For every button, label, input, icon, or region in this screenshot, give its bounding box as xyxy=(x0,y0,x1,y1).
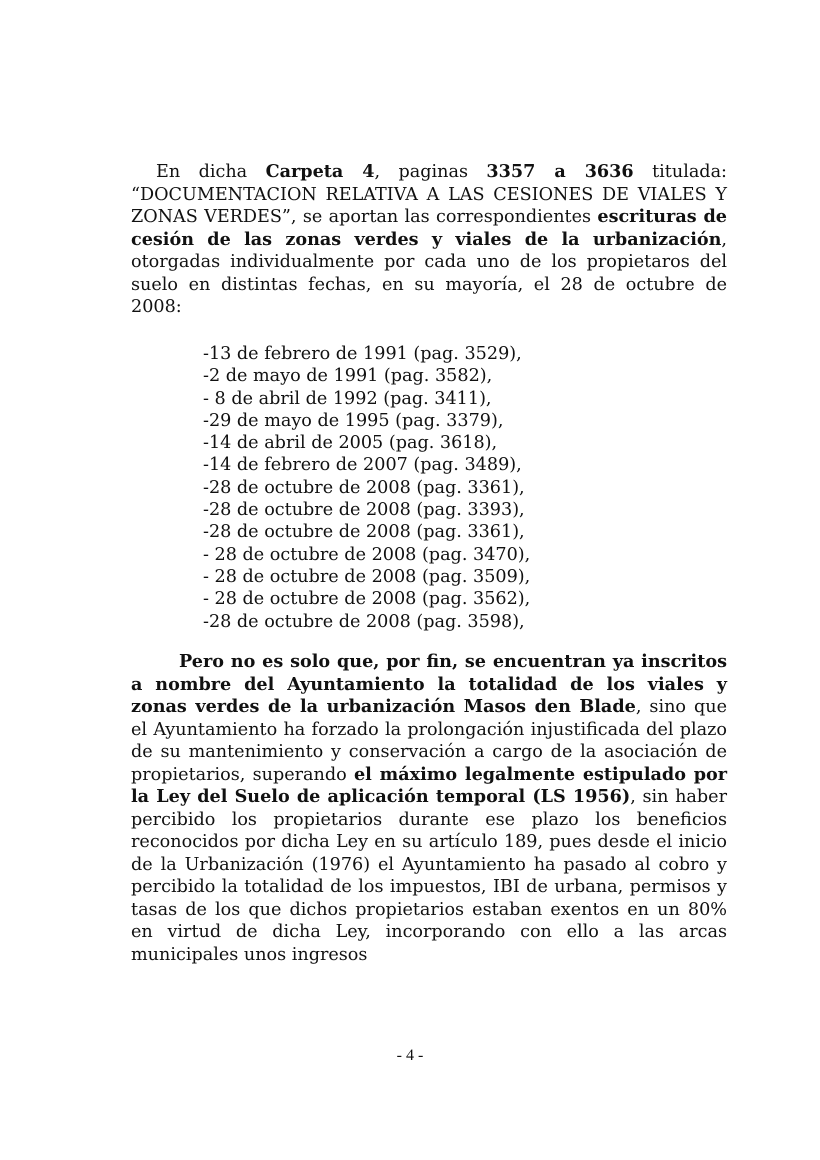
date-item: -28 de octubre de 2008 (pag. 3598), xyxy=(203,611,525,632)
segment-bold: el máximo legalmente estipulado por la Ley del Suelo de aplicación temporal (LS 1956) xyxy=(131,763,728,807)
paragraph-masos-den-blade xyxy=(131,651,727,966)
segment: titulada: “DOCUMENTACION RELATIVA A LAS CESIONES DE VIALES Y ZONAS VERDES”, se aportan las correspondientes xyxy=(131,162,727,227)
segment: , sin haber percibido los propietarios durante ese plazo los beneficios reconocidos por dicha Ley en su artículo 189, pues desde el inicio de la Urbanización (1976) el Ayuntamiento ha pasado al cobro y percibido la totalidad de los impuestos, IBI de urbana, permisos y tasas de los que dichos propietarios estaban exentos en un 80% en virtud de dicha Ley, incorporando con ello a las arcas municipales unos ingresos xyxy=(131,787,727,965)
date-item: -28 de octubre de 2008 (pag. 3361), xyxy=(203,477,525,498)
segment-bold: Pero no es solo que, por fin, se encuentran ya inscritos a nombre del Ayuntamiento la totalidad de los viales y zonas verdes de la urbanización Masos den Blade xyxy=(131,651,727,717)
date-item: -2 de mayo de 1991 (pag. 3582), xyxy=(203,366,493,387)
segment: , paginas xyxy=(374,162,487,182)
date-item: -13 de febrero de 1991 (pag. 3529), xyxy=(203,344,522,364)
date-item: -28 de octubre de 2008 (pag. 3361), xyxy=(203,522,525,543)
deed-dates-list xyxy=(203,343,623,633)
date-item: -28 de octubre de 2008 (pag. 3393), xyxy=(203,500,525,521)
segment: En dicha xyxy=(156,162,266,182)
paragraph-carpeta-4 xyxy=(131,161,727,319)
date-item: - 28 de octubre de 2008 (pag. 3470), xyxy=(203,544,531,565)
date-item: - 28 de octubre de 2008 (pag. 3509), xyxy=(203,566,531,587)
segment-bold: 3357 a 3636 xyxy=(486,161,634,182)
date-item: - 28 de octubre de 2008 (pag. 3562), xyxy=(203,589,531,610)
segment: , sino que el Ayuntamiento ha forzado la prolongación injustificada del plazo de su mantenimiento y conservación a cargo de la asociación de propietarios, superando xyxy=(131,697,727,785)
date-item: - 8 de abril de 1992 (pag. 3411), xyxy=(203,388,492,409)
date-item: -14 de abril de 2005 (pag. 3618), xyxy=(203,433,498,454)
segment-bold: Carpeta 4 xyxy=(265,161,375,182)
segment-bold: escrituras de cesión de las zonas verdes y viales de la urbanización xyxy=(131,206,727,250)
page-number: - 4 - xyxy=(396,1047,424,1064)
date-item: -29 de mayo de 1995 (pag. 3379), xyxy=(203,410,504,431)
date-item: -14 de febrero de 2007 (pag. 3489), xyxy=(203,455,522,476)
segment: , otorgadas individualmente por cada uno de los propietaros del suelo en distintas fechas, en su mayoría, el 28 de octubre de 2008: xyxy=(131,229,727,317)
